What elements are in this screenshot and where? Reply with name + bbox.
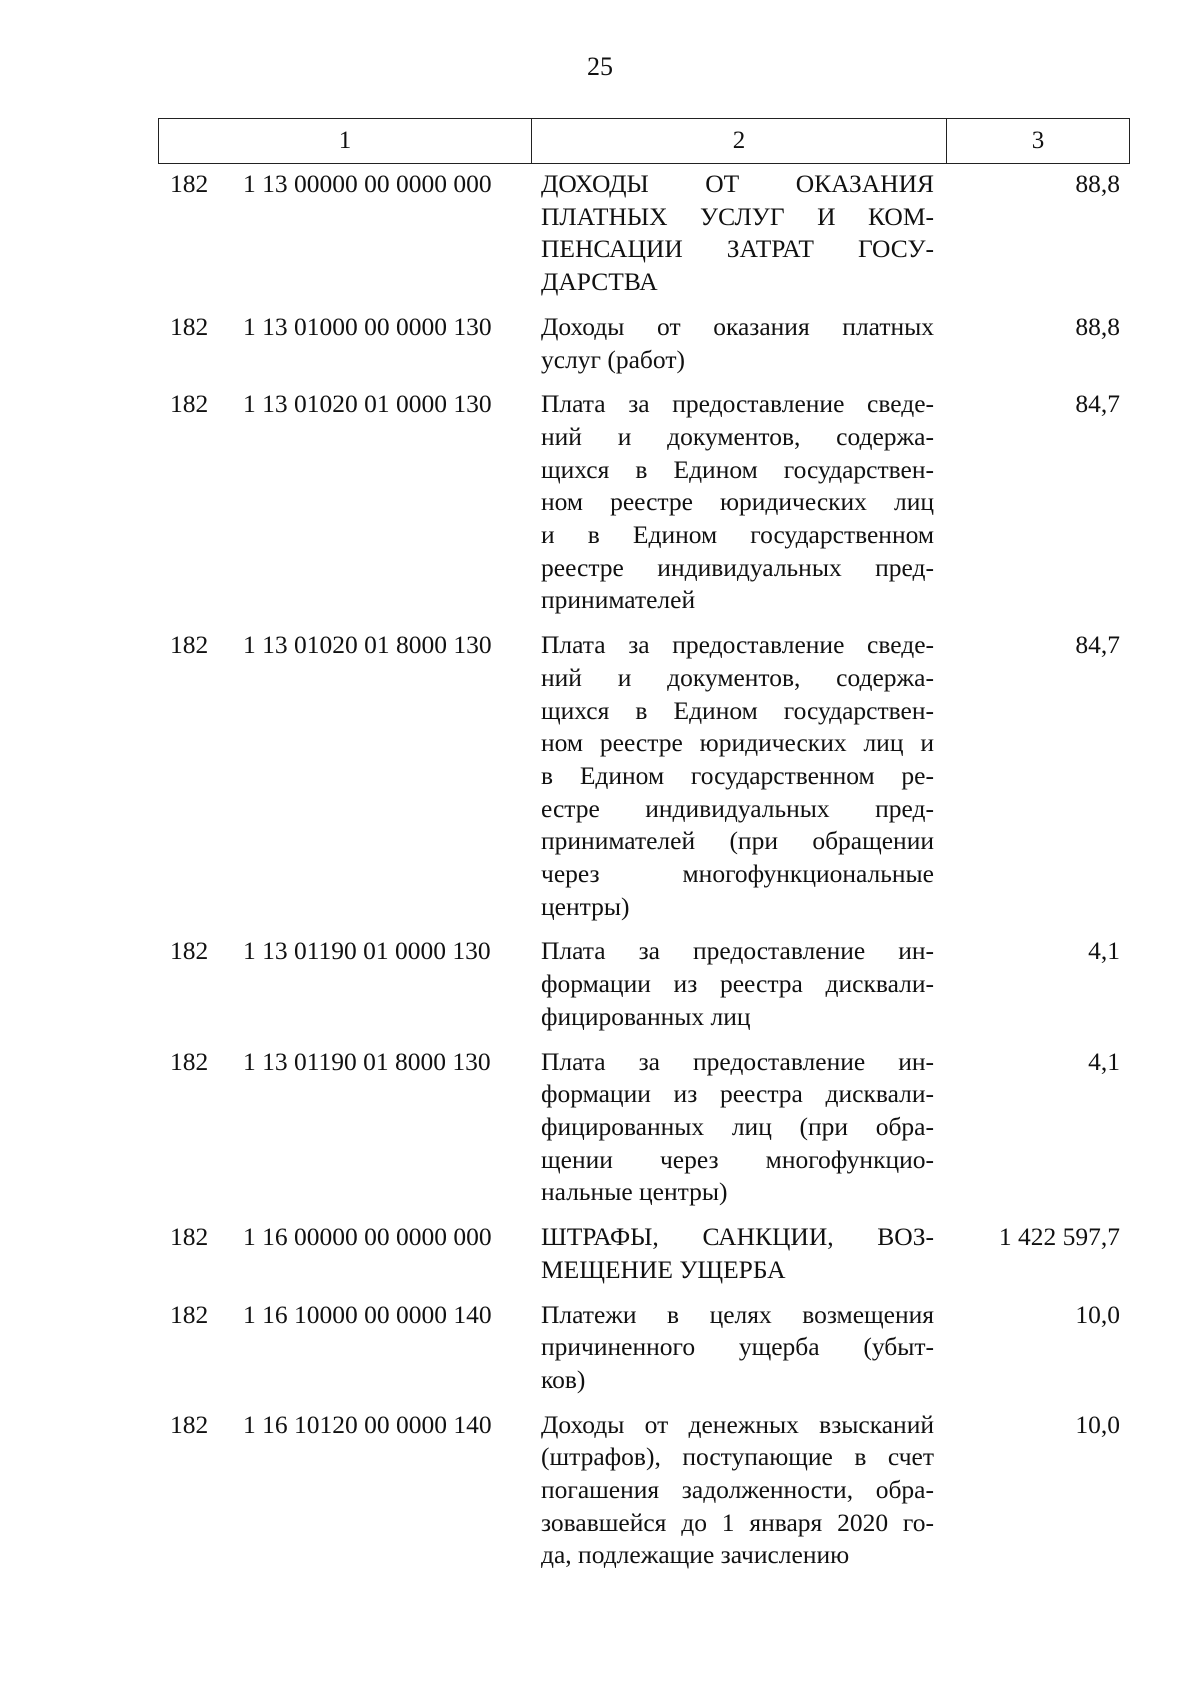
income-name-line: да, подлежащие зачислению <box>541 1540 850 1570</box>
income-name-line: в Едином государственном ре- <box>541 760 934 790</box>
income-name-line: Плата за предоставление ин- <box>541 1046 934 1076</box>
income-name-line: ШТРАФЫ, САНКЦИИ, ВОЗ- <box>541 1222 934 1252</box>
income-name-line: естре индивидуальных пред- <box>541 793 934 823</box>
table-row <box>158 1299 1130 1397</box>
income-name <box>541 1221 934 1286</box>
income-name-line: ПЛАТНЫХ УСЛУГ И КОМ- <box>541 201 934 231</box>
income-name-line: и в Едином государственном <box>541 520 934 550</box>
budget-classification-code: 1 16 10000 00 0000 140 <box>243 1299 492 1329</box>
budget-classification-code: 1 16 00000 00 0000 000 <box>243 1222 492 1252</box>
income-name-line: причиненного ущерба (убыт- <box>541 1332 934 1362</box>
income-name-line: нальные центры) <box>541 1177 728 1207</box>
income-name-line: Плата за предоставление сведе- <box>541 389 934 419</box>
budget-classification-code: 1 13 01020 01 0000 130 <box>243 389 492 419</box>
admin-code: 182 <box>170 311 209 341</box>
income-name-line: щихся в Едином государствен- <box>541 454 934 484</box>
table-row <box>158 629 1130 923</box>
amount: 84,7 <box>1075 389 1120 419</box>
income-name-line: МЕЩЕНИЕ УЩЕРБА <box>541 1254 786 1284</box>
income-name-line: ний и документов, содержа- <box>541 421 934 451</box>
table-row <box>158 935 1130 1033</box>
income-name <box>541 168 934 299</box>
income-name <box>541 388 934 617</box>
admin-code: 182 <box>170 936 209 966</box>
income-name-line: ном реестре юридических лиц и <box>541 728 934 758</box>
income-name-line: зовавшейся до 1 января 2020 го- <box>541 1507 934 1537</box>
income-name-line: Платежи в целях возмещения <box>541 1299 934 1329</box>
income-name-line: фицированных лиц <box>541 1001 751 1031</box>
admin-code: 182 <box>170 169 209 198</box>
income-name-line: Плата за предоставление ин- <box>541 936 934 966</box>
income-name-line: ков) <box>541 1364 586 1394</box>
budget-classification-code: 1 13 00000 00 0000 000 <box>243 169 492 198</box>
table-header <box>158 118 1130 164</box>
budget-classification-code: 1 16 10120 00 0000 140 <box>243 1409 492 1439</box>
admin-code: 182 <box>170 1299 209 1329</box>
income-name-line: фицированных лиц (при обра- <box>541 1111 934 1141</box>
amount: 1 422 597,7 <box>998 1222 1120 1252</box>
admin-code: 182 <box>170 1222 209 1252</box>
income-name-line: ДАРСТВА <box>541 267 658 297</box>
page-number: 25 <box>587 52 613 81</box>
amount: 10,0 <box>1075 1299 1120 1329</box>
income-name-line: формации из реестра дисквали- <box>541 969 934 999</box>
income-name-line: ПЕНСАЦИИ ЗАТРАТ ГОСУ- <box>541 234 934 264</box>
income-name-line: принимателей <box>541 585 696 615</box>
income-name-line: Доходы от оказания платных <box>541 311 934 341</box>
budget-classification-code: 1 13 01190 01 8000 130 <box>243 1046 491 1076</box>
admin-code: 182 <box>170 389 209 419</box>
table-row <box>158 311 1130 376</box>
amount: 4,1 <box>1088 1046 1120 1076</box>
admin-code: 182 <box>170 1409 209 1439</box>
amount: 10,0 <box>1075 1409 1120 1439</box>
income-name <box>541 1046 934 1210</box>
income-name <box>541 1409 934 1573</box>
income-name-line: Доходы от денежных взысканий <box>541 1409 934 1439</box>
income-name-line: ДОХОДЫ ОТ ОКАЗАНИЯ <box>541 169 934 198</box>
admin-code: 182 <box>170 1046 209 1076</box>
amount: 4,1 <box>1088 936 1120 966</box>
income-name-line: щихся в Едином государствен- <box>541 695 934 725</box>
income-name-line: ний и документов, содержа- <box>541 662 934 692</box>
table-row <box>158 1046 1130 1210</box>
header-col-3: 3 <box>1031 127 1045 154</box>
income-name-line: услуг (работ) <box>541 344 685 374</box>
income-name-line: реестре индивидуальных пред- <box>541 552 934 582</box>
income-name <box>541 1299 934 1397</box>
income-name-line: Плата за предоставление сведе- <box>541 630 934 660</box>
header-col-1: 1 <box>159 119 532 163</box>
header-col-2: 2 <box>532 119 947 163</box>
table-row <box>158 168 1130 299</box>
income-name-line: щении через многофункцио- <box>541 1144 934 1174</box>
income-name-line: погашения задолженности, обра- <box>541 1475 934 1505</box>
admin-code: 182 <box>170 630 209 660</box>
income-name-line: через многофункциональные <box>541 859 934 889</box>
income-name-line: центры) <box>541 891 630 921</box>
budget-classification-code: 1 13 01190 01 0000 130 <box>243 936 491 966</box>
income-name <box>541 935 934 1033</box>
income-name-line: ном реестре юридических лиц <box>541 487 934 517</box>
table-row <box>158 1221 1130 1286</box>
amount: 88,8 <box>1075 311 1120 341</box>
income-name-line: формации из реестра дисквали- <box>541 1079 934 1109</box>
amount: 88,8 <box>1075 169 1120 198</box>
budget-classification-code: 1 13 01020 01 8000 130 <box>243 630 492 660</box>
table-row <box>158 1409 1130 1573</box>
budget-classification-code: 1 13 01000 00 0000 130 <box>243 311 492 341</box>
income-name <box>541 311 934 376</box>
income-name <box>541 629 934 923</box>
income-name-line: принимателей (при обращении <box>541 826 934 856</box>
table-row <box>158 388 1130 617</box>
table-body <box>158 168 1130 1584</box>
amount: 84,7 <box>1075 630 1120 660</box>
income-name-line: (штрафов), поступающие в счет <box>541 1442 934 1472</box>
